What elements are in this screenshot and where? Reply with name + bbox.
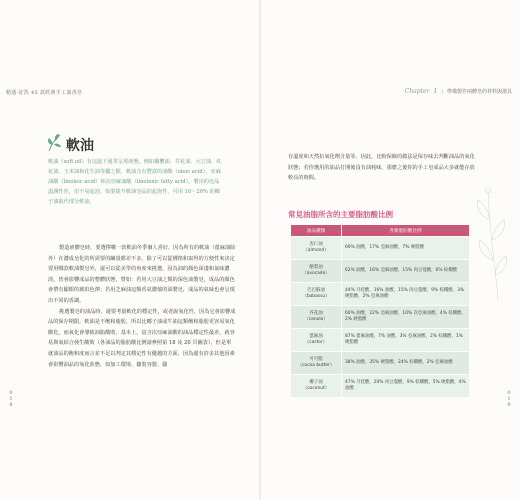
oil-name-cell (291, 237, 341, 259)
table-row (291, 260, 469, 282)
oil-name-cell (291, 283, 341, 305)
oil-latin-name: （avocado） (302, 271, 330, 276)
oil-name: 蓖麻油 (309, 333, 323, 339)
chapter-number: 1 (433, 88, 438, 95)
right-body-text (288, 152, 476, 184)
page-number-left: 0 1 8 (9, 390, 13, 408)
table-title: 常見油脂所含的主要脂肪酸比例 (288, 210, 393, 219)
composition-cell: 38% 油酸，35% 硬脂酸，24% 棕櫚酸，2% 亞麻油酸 (342, 352, 469, 374)
oil-name-cell (291, 329, 341, 351)
oil-name: 椰子油 (309, 379, 323, 385)
oil-latin-name: （canola） (304, 317, 328, 322)
chapter-label: Chapter (404, 88, 430, 95)
oil-name-cell (291, 375, 341, 397)
oil-latin-name: （almond） (303, 248, 329, 253)
paragraph: 挑選製皂的油品時，還要考量軟化的穩定性，或者說氧化性，因為它會影響成品的保存期限。軟油是不飽和脂肪，所以比椰子油或牛油這類飽和脂肪更容易氧化酸化，而氧化會導致油脂酸敗，基本上，富含次亞麻油酸的油品穩定性最差，就容易與氧結合發生酸敗（各油品的脂肪酸比例請參照第 18 及 20 頁圖表），但是單就油品的飽和度而言並不足以判定其穩定性有優越的方面，因為還有許多其他因素會影響油品的氧化狀態，如加工環境、儲裝容器、儲 (48, 308, 236, 368)
oil-name: 巴巴蘇油 (307, 287, 325, 293)
oil-latin-name: （castor） (304, 340, 328, 345)
running-head-left: 精通·好洗 45 款經典手工油香皂 (6, 90, 83, 96)
oil-name: 杏仁油 (309, 241, 323, 247)
paragraph: 存溫度和天然抗氧化劑含量等。因此，比較保險的做法是保存味去判斷油品的氧化狀態；若你選用的油品打開後沒有油耗味，那麼之後你的手工皂成品大多就能存放較長的時間。 (288, 154, 475, 182)
composition-cell: 69% 油酸，17% 亞麻油酸，7% 硬脂酸 (342, 237, 469, 259)
running-head-right (405, 88, 512, 95)
table-header-row (291, 225, 469, 236)
oil-latin-name: （cocoa butter） (297, 363, 335, 368)
table-row (291, 283, 469, 305)
botanical-sketch (468, 180, 508, 300)
oil-name-cell (291, 306, 341, 328)
table-row (291, 329, 469, 351)
divider: | (441, 88, 443, 95)
composition-cell: 44% 月桂酸，16% 油酸，15% 肉豆蔻酸，9% 棕櫚酸，3% 硬脂酸，2% 亞麻油酸 (342, 283, 469, 305)
oil-name-cell (291, 352, 341, 374)
oil-latin-name: （coconut） (302, 386, 330, 391)
section-intro: 軟油（soft oil）有這溫下通常呈現液態，例如橄欖油、芥花油、大豆油、紅花油、玉米油和花生油等屬之類，軟油含有豐富的油酸（oleic acid）、亞麻油酸（linoleic acid）和次亞麻油酸（linolenic fatty acid），製出的皂品溫潤性佳，但不易起泡，如要提升軟油皂品的起泡性，可用 10～20% 的椰子油取代部分軟油。 (48, 159, 222, 205)
oil-name-cell (291, 260, 341, 282)
gutter (259, 0, 261, 500)
oil-name: 酪梨油 (309, 264, 323, 270)
column-header: 油品種類 (291, 225, 341, 236)
table-row (291, 306, 469, 328)
left-body-text (48, 243, 236, 370)
paragraph: 製造液體皂時，要選擇哪一款軟油冬季個人喜好，因為所有的軟油（蓖麻油除外）在濃成皂化的所需要的鹼量都差不多，除了可以從價格和取得的方便性來決定要用哪款軟油製皂外，還可以從美學的角度來挑選，因為油的顏色深淺和氣味濃淡，皆會影響成品的整體狀態，譬如：若用大豆油之類的深色油製皂，成品的顏色會帶有顯眼的琥珀色澤；若用芝麻油這類香氣濃郁的油製皂，成品的氣味也會呈現出不同的香調。 (48, 245, 236, 304)
oil-name: 可可脂 (309, 356, 323, 362)
composition-cell: 87% 蓖麻油酸，7% 油酸，3% 亞麻油酸，2% 棕櫚酸，1% 硬脂酸 (342, 329, 469, 351)
oil-name: 芥花油 (309, 310, 323, 316)
composition-cell: 47% 月桂酸，20% 肉豆蔻酸，9% 棕櫚酸，5% 硬脂酸，4% 油酸 (342, 375, 469, 397)
table-row (291, 375, 469, 397)
composition-cell: 60% 油酸，22% 亞麻油酸，10% 次亞麻油酸，4% 棕櫚酸，2% 硬脂酸 (342, 306, 469, 328)
table-row (291, 237, 469, 259)
oil-latin-name: （babassu） (302, 294, 330, 299)
table-row (291, 352, 469, 374)
right-running-title: 準備製作兩體皂的材料與器具 (446, 89, 512, 95)
leaf-icon (45, 133, 63, 153)
composition-cell: 62% 油酸，16% 亞麻油酸，15% 肉豆蔻酸，6% 棕櫚酸 (342, 260, 469, 282)
column-header: 各類脂肪酸比例 (342, 225, 469, 236)
fatty-acid-table (290, 224, 470, 398)
page-number-right: 0 1 9 (507, 390, 511, 408)
section-title: 軟油 (66, 138, 94, 154)
